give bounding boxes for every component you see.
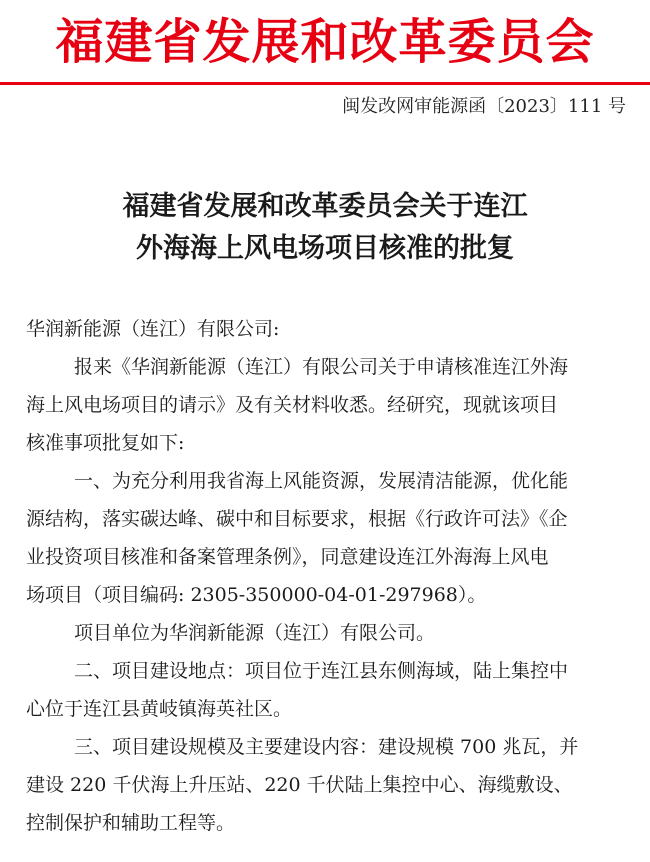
body-line: 业投资项目核准和备案管理条例》，同意建设连江外海海上风电 <box>26 546 549 568</box>
body-line: 场项目（项目编码: 2305-350000-04-01-297968）。 <box>26 584 487 606</box>
body-line: 源结构，落实碳达峰、碳中和目标要求，根据《行政许可法》《企 <box>26 508 568 530</box>
body-line: 核准事项批复如下: <box>26 432 185 454</box>
body-line: 报来《华润新能源（连江）有限公司关于申请核准连江外海 <box>74 356 569 378</box>
document-number: 闽发改网审能源函〔2023〕111 号 <box>342 96 626 117</box>
title-line: 外海海上风电场项目核准的批复 <box>136 233 514 264</box>
body-line: 建设 220 千伏海上升压站、220 千伏陆上集控中心、海缆敷设、 <box>26 774 573 796</box>
title-line: 福建省发展和改革委员会关于连江 <box>122 191 528 222</box>
body-line: 控制保护和辅助工程等。 <box>26 812 236 834</box>
body-line: 三、项目建设规模及主要建设内容：建设规模 700 兆瓦，并 <box>74 736 579 758</box>
body-line: 项目单位为华润新能源（连江）有限公司。 <box>74 622 436 644</box>
red-divider-line <box>0 82 650 85</box>
agency-masthead: 福建省发展和改革委员会 <box>55 14 595 70</box>
addressee: 华润新能源（连江）有限公司: <box>26 318 280 340</box>
body-line: 一、为充分利用我省海上风能资源，发展清洁能源，优化能 <box>74 470 569 492</box>
document-body <box>26 310 626 842</box>
body-line: 心位于连江县黄岐镇海英社区。 <box>26 698 293 720</box>
body-line: 海上风电场项目的请示》及有关材料收悉。经研究，现就该项目 <box>26 394 559 416</box>
body-line: 二、项目建设地点：项目位于连江县东侧海域，陆上集控中 <box>74 660 569 682</box>
document-title <box>0 186 650 270</box>
